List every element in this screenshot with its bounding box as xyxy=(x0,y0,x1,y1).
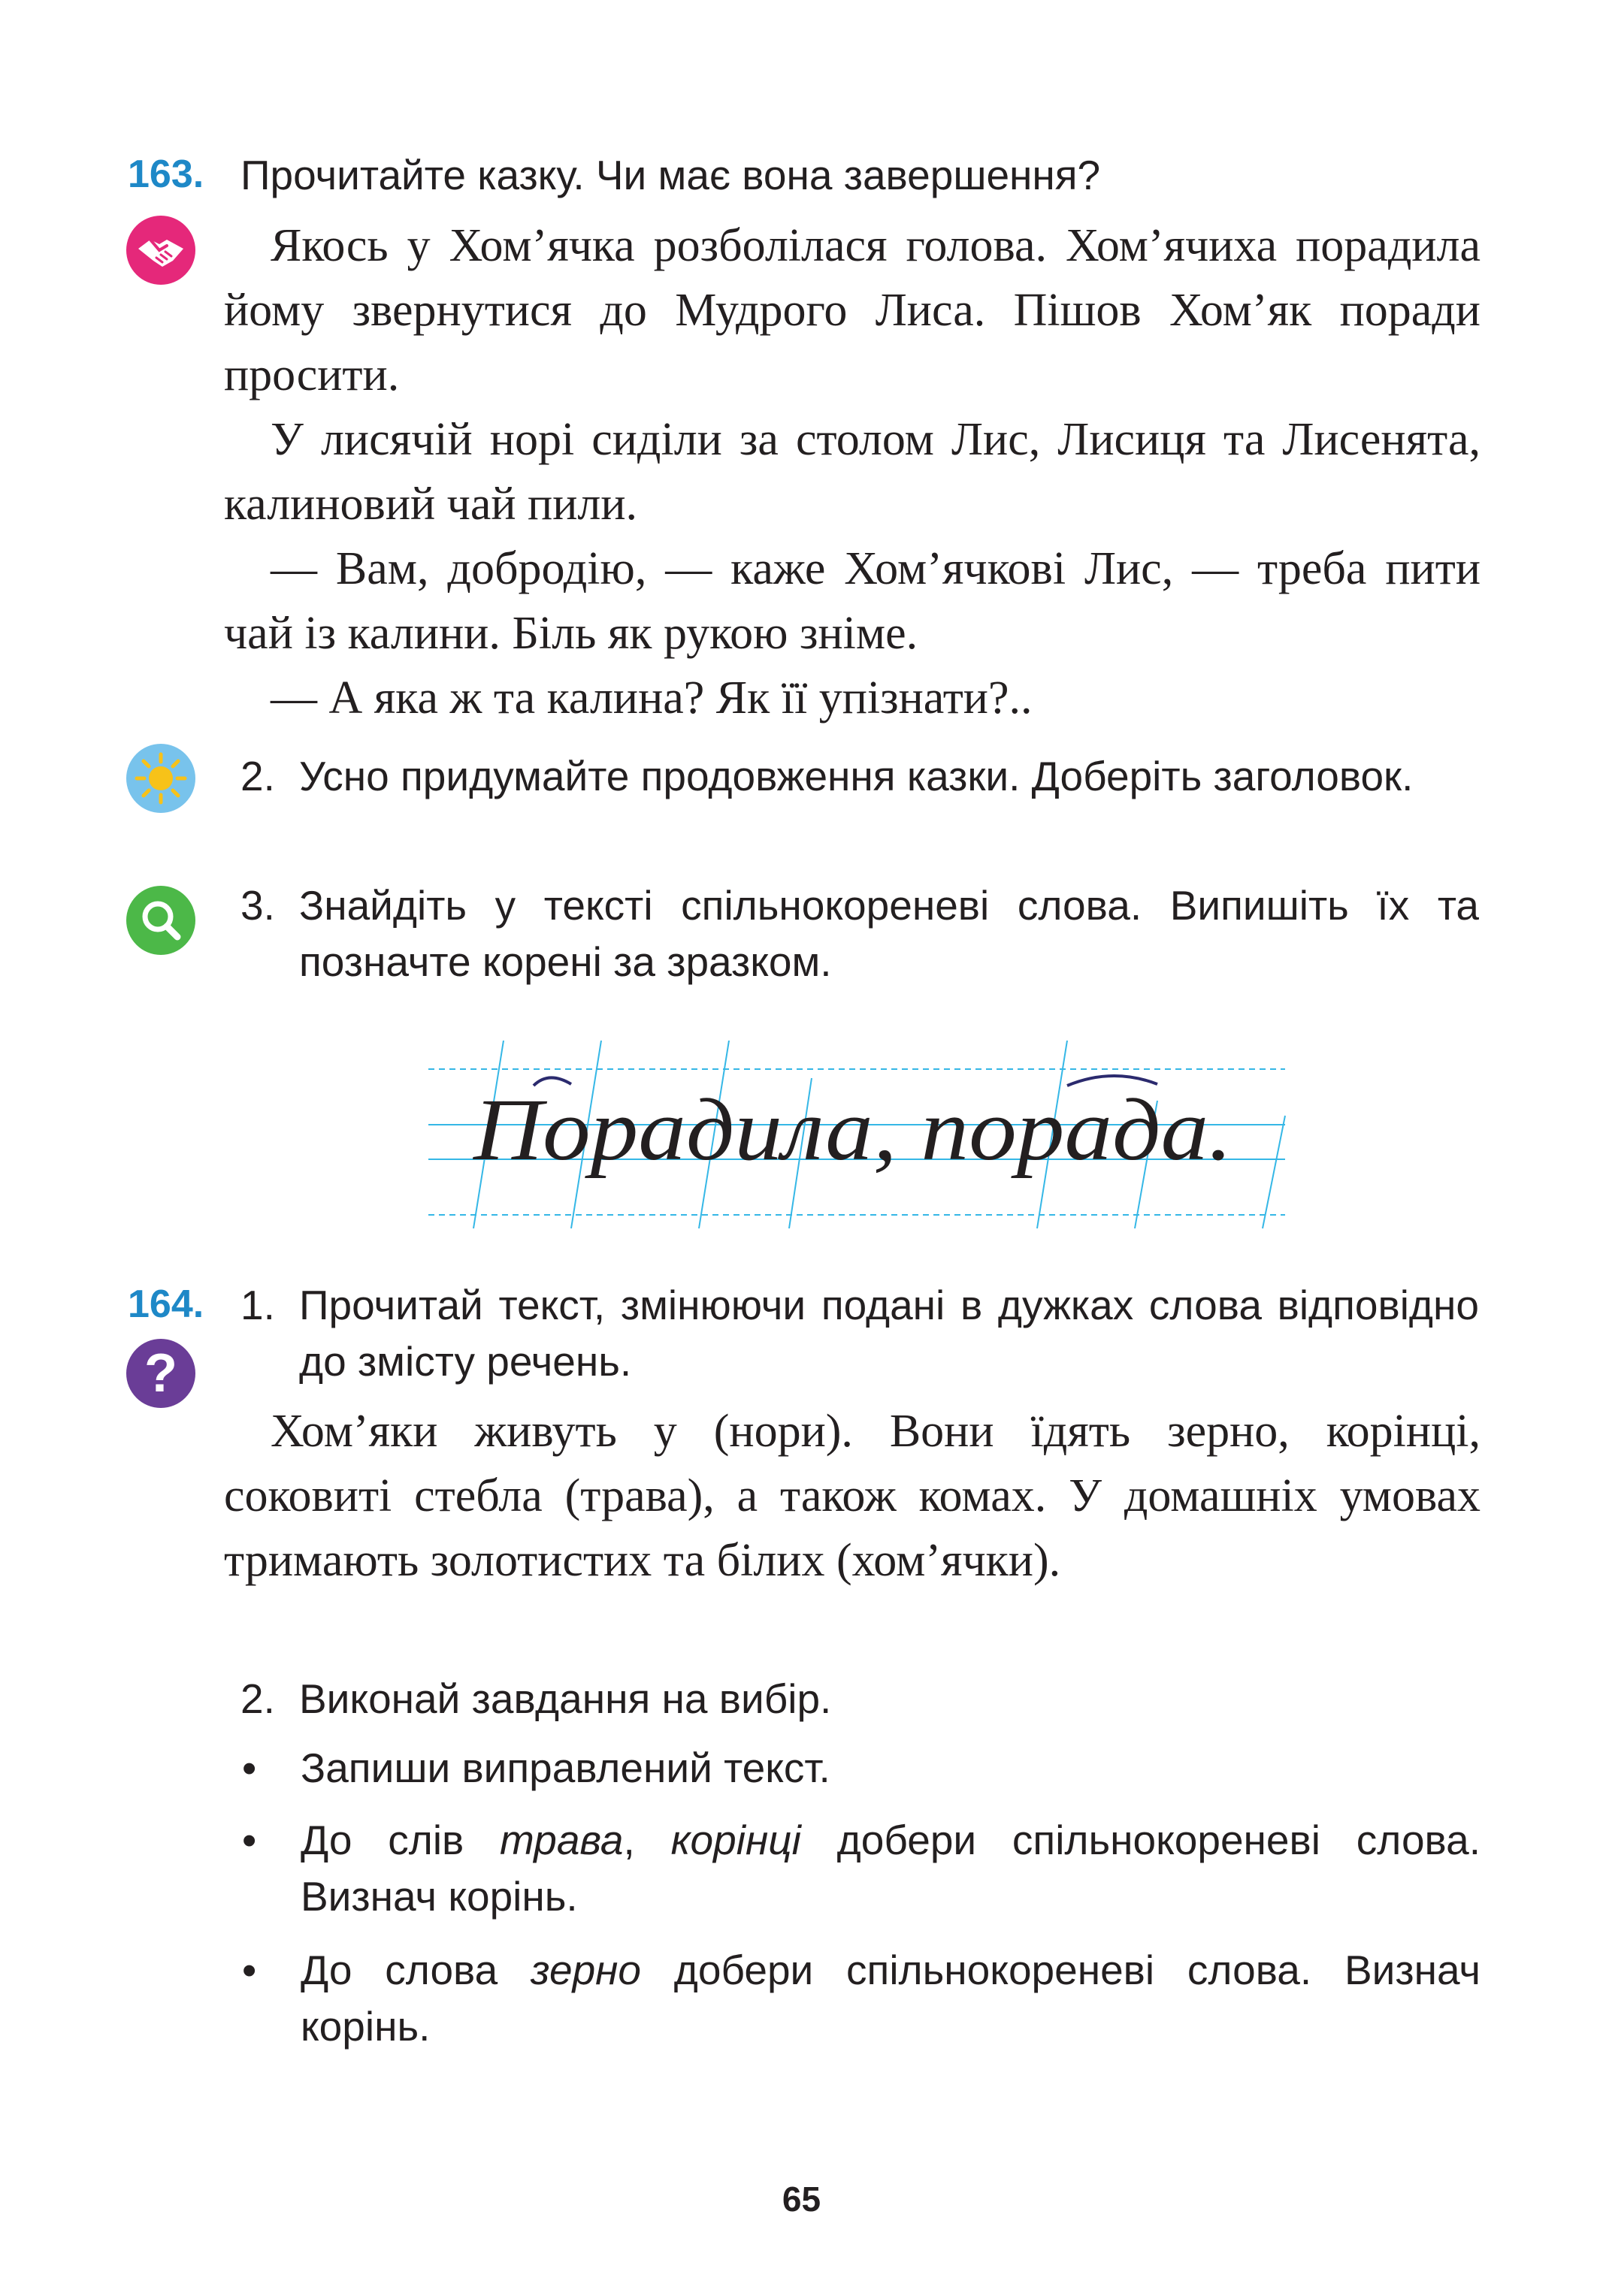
exercise-number-163: 163. xyxy=(128,153,204,196)
story-paragraph: У лисячій норі сиділи за столом Лис, Лисиця та Лисенята, калиновий чай пили. xyxy=(224,414,1481,530)
task-text: Прочитай текст, змінюючи подані в дужках слова відповідно до змісту речень. xyxy=(299,1282,1479,1385)
italic-word: зерно xyxy=(531,1947,642,1993)
page-number: 65 xyxy=(782,2180,821,2219)
story-paragraph: — Вам, добродію, — каже Хом’ячкові Лис, — треба пити чай із калини. Біль як рукою зніме. xyxy=(224,543,1481,659)
option-text: До слів трава, корінці добери спільнокореневі слова. Визнач корінь. xyxy=(301,1817,1481,1920)
bullet: • xyxy=(242,1817,257,1863)
task-text: Усно придумайте продовження казки. Доберіть заголовок. xyxy=(299,753,1414,799)
hamster-text xyxy=(224,1399,1481,1593)
task-text: Знайдіть у тексті спільнокореневі слова. Випишіть їх та позначте корені за зразком. xyxy=(299,882,1479,985)
task-number: 2. xyxy=(240,753,275,799)
handwriting-sample xyxy=(421,1041,1293,1236)
option-text: До слова зерно добери спільнокореневі слова. Визнач корінь. xyxy=(301,1947,1481,2050)
question-icon xyxy=(125,1337,197,1409)
exercise-164-task-1 xyxy=(240,1277,1481,1390)
exercise-163-task-2 xyxy=(240,748,1481,805)
story-paragraph: Хом’яки живуть у (нори). Вони їдять зерно, корінці, соковиті стебла (трава), а також комах. У домашніх умовах тримають золотистих та білих (хом’ячки). xyxy=(224,1406,1481,1586)
choice-option-1 xyxy=(240,1740,1481,1796)
exercise-163-instruction: Прочитайте казку. Чи має вона завершення? xyxy=(240,152,1101,198)
sun-icon xyxy=(125,742,197,814)
fairy-tale-text xyxy=(224,213,1481,730)
option-text: Запиши виправлений текст. xyxy=(301,1745,830,1791)
bullet: • xyxy=(242,1947,257,1993)
task-number: 3. xyxy=(240,882,275,929)
task-number: 2. xyxy=(240,1675,275,1722)
choice-option-3 xyxy=(240,1942,1481,2055)
story-paragraph: Якось у Хом’ячка розболілася голова. Хом’ячиха порадила йому звернутися до Мудрого Лиса. Пішов Хом’як поради просити. xyxy=(224,220,1481,400)
handshake-icon xyxy=(125,214,197,286)
bullet: • xyxy=(242,1745,257,1791)
exercise-164-task-2 xyxy=(240,1671,1481,1727)
svg-text:?: ? xyxy=(144,1343,177,1403)
handwriting-sample-text: Порадила, порада. xyxy=(472,1080,1232,1179)
italic-word: трава xyxy=(500,1817,624,1863)
exercise-number-164: 164. xyxy=(128,1282,204,1326)
task-text: Виконай завдання на вибір. xyxy=(299,1675,832,1722)
magnifier-icon xyxy=(125,884,197,956)
task-number: 1. xyxy=(240,1282,275,1328)
exercise-163-task-3 xyxy=(240,878,1481,990)
story-paragraph: — А яка ж та калина? Як її упізнати?.. xyxy=(271,672,1033,724)
italic-word: корінці xyxy=(670,1817,801,1863)
choice-option-2 xyxy=(240,1812,1481,1925)
